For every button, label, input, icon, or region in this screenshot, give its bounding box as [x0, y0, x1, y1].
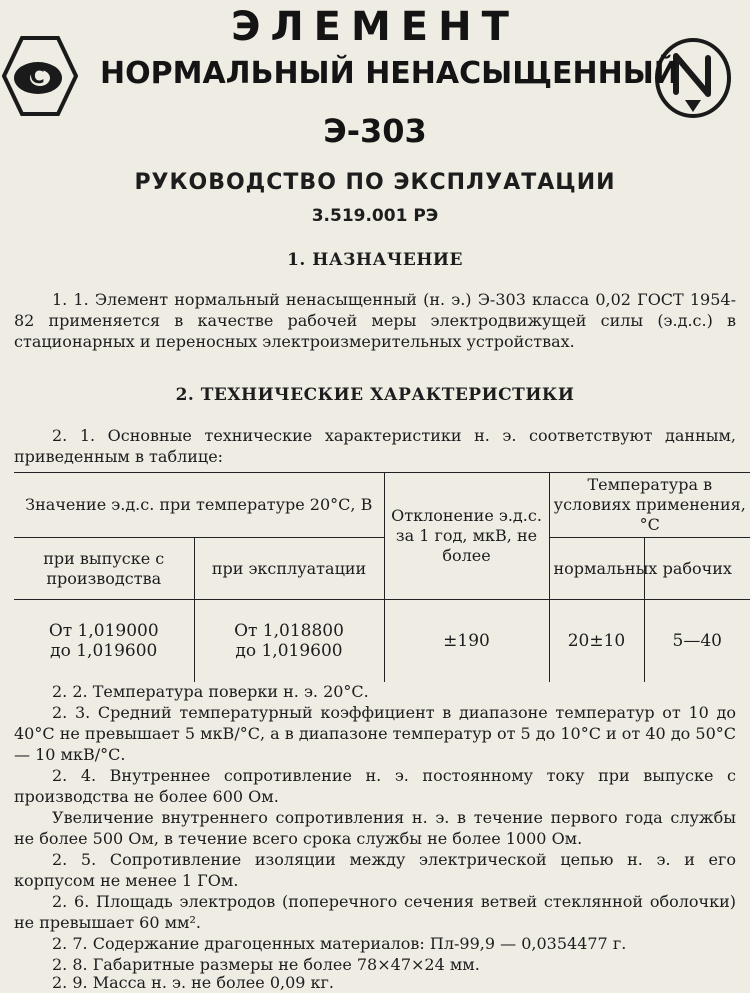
working-column-header: рабочих	[644, 538, 750, 600]
item-2-9: 2. 9. Масса н. э. не более 0,09 кг.	[52, 973, 334, 992]
product-type-heading: ЭЛЕМЕНТ	[231, 4, 519, 50]
model-heading: Э-303	[323, 112, 427, 150]
manual-title: РУКОВОДСТВО ПО ЭКСПЛУАТАЦИИ	[134, 170, 616, 195]
logo-glyph: С	[30, 64, 45, 88]
operation-range	[194, 600, 384, 682]
section-2-title: 2. ТЕХНИЧЕСКИЕ ХАРАКТЕРИСТИКИ	[175, 385, 575, 405]
item-2-2: 2. 2. Температура поверки н. э. 20°С.	[52, 682, 369, 701]
section-1-title: 1. НАЗНАЧЕНИЕ	[287, 250, 463, 270]
section-1-text: 1. 1. Элемент нормальный ненасыщенный (н. э.) Э-303 класса 0,02 ГОСТ 1954-82 применяется в качестве рабочей меры электродвижущей силы (э.д.с.) в стационарных и переносных электроизмерительных устройствах.	[14, 290, 736, 351]
item-2-7: 2. 7. Содержание драгоценных материалов: Пл-99,9 — 0,0354477 г.	[52, 934, 627, 953]
item-2-3: 2. 3. Средний температурный коэффициент в диапазоне температур от 10 до 40°С не превышает 5 мкВ/°С, а в диапазоне температур от 5 до 10°С и от 40 до 50°С — 10 мкВ/°С.	[14, 703, 736, 764]
working-temp-value: 5—40	[644, 600, 750, 682]
release-range	[14, 600, 194, 682]
normal-temp-value: 20±10	[549, 600, 644, 682]
item-2-8: 2. 8. Габаритные размеры не более 78×47×24 мм.	[52, 955, 480, 974]
release-from: От 1,019000	[48, 620, 159, 641]
spec-table	[14, 472, 750, 682]
item-2-4-continued: Увеличение внутреннего сопротивления н. э. в течение первого года службы не более 500 Ом, в течение всего срока службы не более 1000 Ом.	[14, 808, 736, 848]
item-2-5: 2. 5. Сопротивление изоляции между электрической цепью н. э. и его корпусом не менее 1 ГОм.	[14, 850, 736, 890]
item-2-4: 2. 4. Внутреннее сопротивление н. э. постоянному току при выпуске с производства не более 600 Ом.	[14, 766, 736, 806]
normal-column-header: нормальных	[549, 538, 644, 600]
deviation-header: Отклонение э.д.с. за 1 год, мкВ, не более	[384, 473, 549, 600]
operation-column-header: при эксплуатации	[194, 538, 384, 600]
release-to: до 1,019600	[50, 640, 158, 661]
item-2-6: 2. 6. Площадь электродов (поперечного сечения ветвей стеклянной оболочки) не превышает 60 мм².	[14, 892, 736, 932]
product-name-heading: НОРМАЛЬНЫЙ НЕНАСЫЩЕННЫЙ	[100, 56, 679, 91]
deviation-value: ±190	[384, 600, 549, 682]
section-2-intro: 2. 1. Основные технические характеристики н. э. соответствуют данным, приведенным в таблице:	[14, 426, 736, 466]
release-column-header: при выпуске с производства	[14, 538, 194, 600]
operation-from: От 1,018800	[234, 620, 344, 641]
temperature-header: Температура в условиях применения, °С	[549, 473, 750, 538]
emf-header: Значение э.д.с. при температуре 20°С, В	[14, 473, 384, 538]
operation-to: до 1,019600	[235, 640, 343, 661]
document-code: 3.519.001 РЭ	[311, 206, 439, 226]
